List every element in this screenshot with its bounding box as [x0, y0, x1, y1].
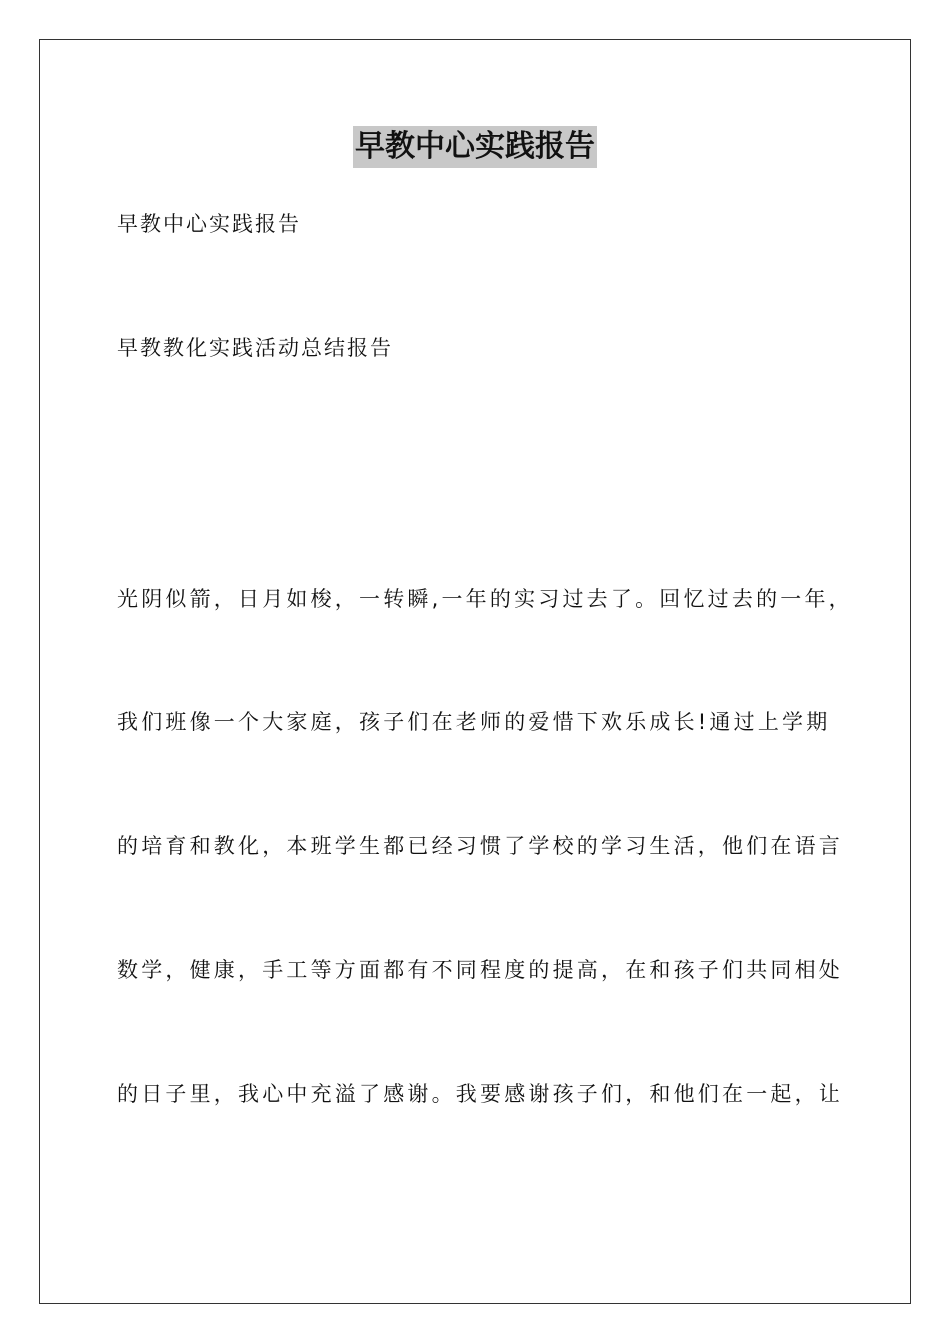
document-title: 早教中心实践报告 — [353, 126, 597, 168]
paragraph-line: 的日子里，我心中充溢了感谢。我要感谢孩子们，和他们在一起，让 — [117, 1082, 843, 1106]
section-heading: 早教教化实践活动总结报告 — [117, 336, 393, 360]
title-container — [0, 126, 950, 168]
paragraph-line: 数学，健康，手工等方面都有不同程度的提高，在和孩子们共同相处 — [117, 958, 843, 982]
document-subtitle: 早教中心实践报告 — [117, 212, 301, 236]
paragraph-line: 的培育和教化，本班学生都已经习惯了学校的学习生活，他们在语言 — [117, 834, 843, 858]
paragraph-line: 光阴似箭，日月如梭，一转瞬,一年的实习过去了。回忆过去的一年， — [117, 587, 853, 611]
paragraph-line: 我们班像一个大家庭，孩子们在老师的爱惜下欢乐成长!通过上学期 — [117, 710, 831, 734]
